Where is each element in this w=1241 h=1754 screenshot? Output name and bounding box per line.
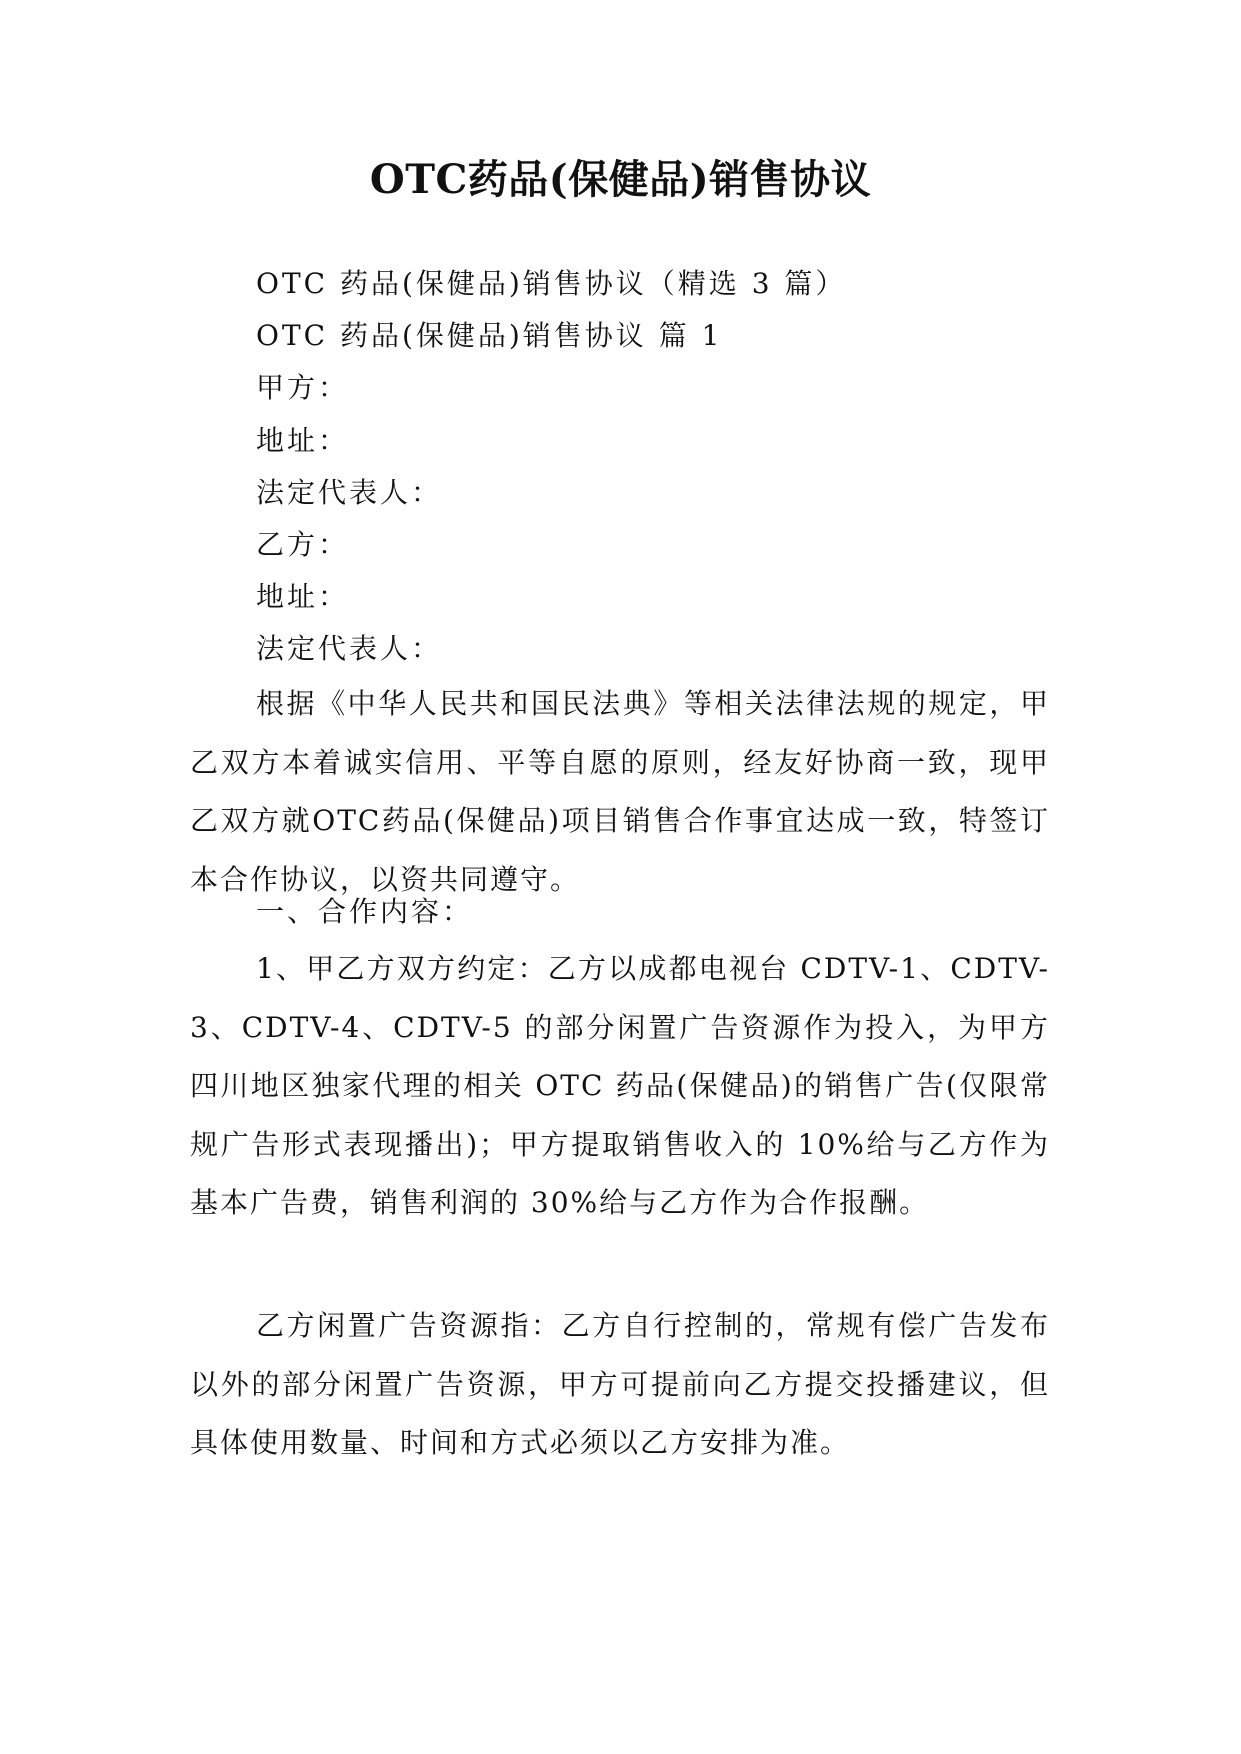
party-a-address-label: 地址： [256,424,350,457]
preamble-paragraph: 根据《中华人民共和国民法典》等相关法律法规的规定，甲乙双方本着诚实信用、平等自愿的原则，经友好协商一致，现甲乙双方就OTC药品(保健品)项目销售合作事宜达成一致，特签订本合作协议，以资共同遵守。 [190,687,1050,896]
document-subtitle: OTC 药品(保健品)销售协议（精选 3 篇） [256,267,847,300]
section-one-heading: 一、合作内容： [256,895,474,928]
idle-resource-definition-paragraph: 乙方闲置广告资源指：乙方自行控制的，常规有偿广告发布以外的部分闲置广告资源，甲方可提前向乙方提交投播建议，但具体使用数量、时间和方式必须以乙方安排为准。 [190,1309,1050,1459]
clause-1-paragraph: 1、甲乙方双方约定：乙方以成都电视台 CDTV-1、CDTV-3、CDTV-4、CDTV-5 的部分闲置广告资源作为投入，为甲方四川地区独家代理的相关 OTC 药品(保健品)的销售广告(仅限常规广告形式表现播出)；甲方提取销售收入的 10%给与乙方作为基本广告费，销售利润的 30%给与乙方作为合作报酬。 [190,952,1050,1219]
party-b-label: 乙方： [256,528,350,561]
section-heading: OTC 药品(保健品)销售协议 篇 1 [256,319,723,352]
party-a-rep-label: 法定代表人： [256,476,443,509]
document-title: OTC药品(保健品)销售协议 [369,156,872,203]
party-b-rep-label: 法定代表人： [256,632,443,665]
party-b-address-label: 地址： [256,580,350,613]
party-a-label: 甲方： [256,371,350,404]
